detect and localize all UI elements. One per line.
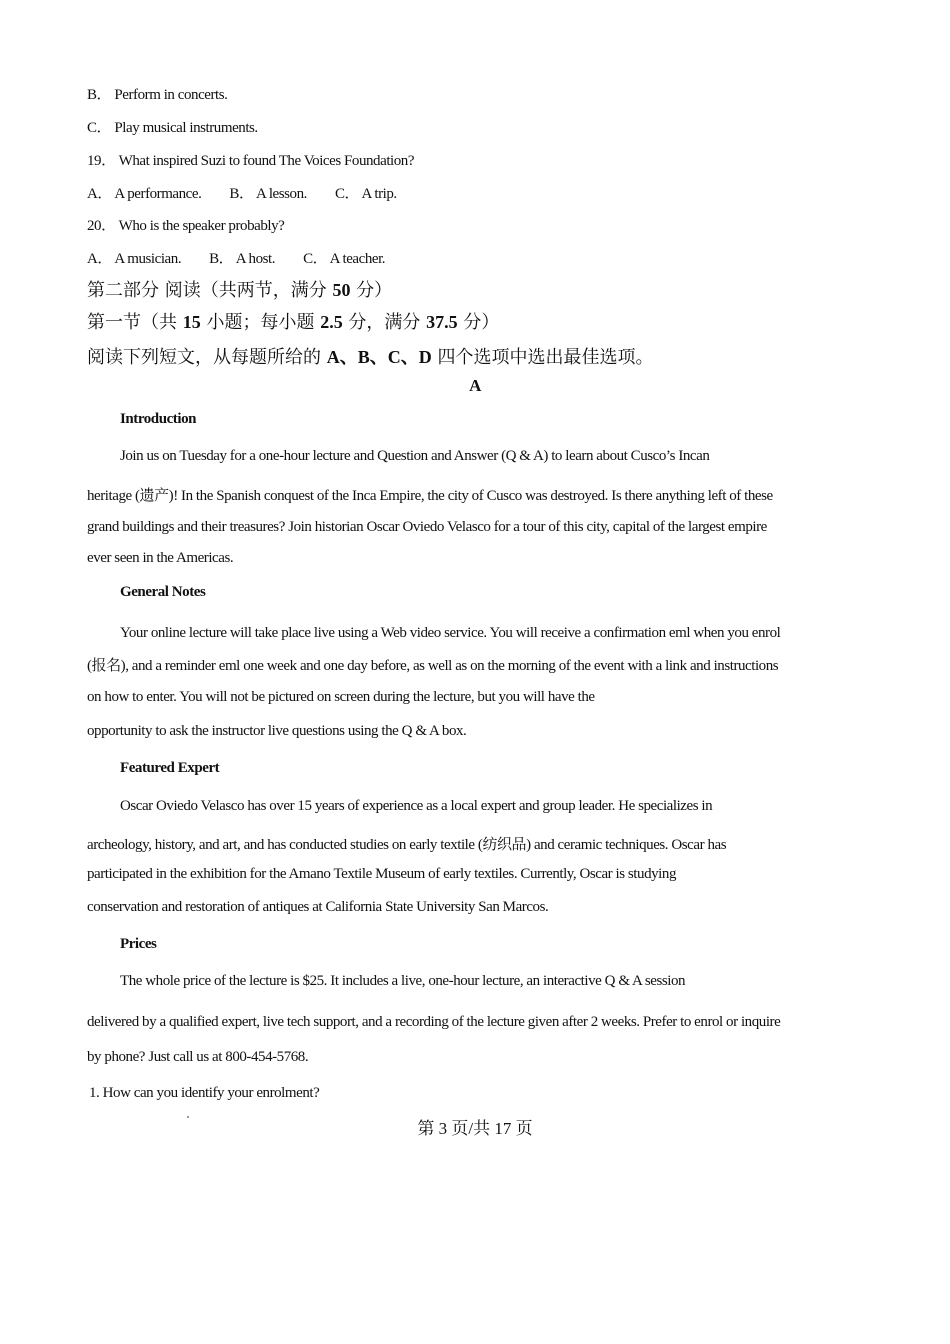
notes-title: General Notes: [120, 584, 206, 600]
prices-title: Prices: [120, 936, 157, 952]
expert-title: Featured Expert: [120, 760, 220, 776]
q20-question: 20． Who is the speaker probably?: [87, 218, 285, 234]
q20-option-b: B． A host.: [209, 251, 276, 267]
q19-option-b: B． A lesson.: [229, 186, 307, 202]
prices-line: The whole price of the lecture is $25. It includes a live, one-hour lecture, an interactive Q & A session: [120, 973, 686, 989]
intro-line: ever seen in the Americas.: [87, 550, 234, 566]
reading-instruction: 阅读下列短文，从每题所给的 A、B、C、D 四个选项中选出最佳选项。: [87, 347, 654, 368]
q18-option-b: B． Perform in concerts.: [87, 87, 228, 103]
question-1: 1. How can you identify your enrolment?: [89, 1085, 320, 1101]
notes-line: (报名), and a reminder eml one week and one day before, as well as on the morning of the event with a link and instructions: [87, 658, 779, 674]
q19-option-c: C． A trip.: [334, 186, 397, 202]
prices-line: by phone? Just call us at 800-454-5768.: [87, 1049, 309, 1065]
q18-option-c: C． Play musical instruments.: [87, 120, 258, 136]
intro-title: Introduction: [120, 411, 197, 427]
intro-line: Join us on Tuesday for a one-hour lecture and Question and Answer (Q & A) to learn about Cusco’s Incan: [120, 448, 710, 464]
passage-label: A: [469, 376, 481, 395]
expert-line: Oscar Oviedo Velasco has over 15 years of experience as a local expert and group leader. He specializes in: [120, 798, 713, 814]
q20-option-c: C． A teacher.: [303, 251, 386, 267]
expert-line: conservation and restoration of antiques at California State University San Marcos.: [87, 899, 549, 915]
prices-line: delivered by a qualified expert, live tech support, and a recording of the lecture given after 2 weeks. Prefer to enrol or inquire: [87, 1014, 781, 1030]
section1-heading: 第一节（共 15 小题；每小题 2.5 分，满分 37.5 分）: [87, 312, 500, 333]
intro-line: grand buildings and their treasures? Join historian Oscar Oviedo Velasco for a tour of this city, capital of the largest empire: [87, 519, 767, 535]
expert-line: participated in the exhibition for the Amano Textile Museum of early textiles. Currently, Oscar is studying: [87, 866, 676, 882]
q20-option-a: A． A musician.: [87, 251, 182, 267]
q20-options: [87, 250, 385, 268]
q19-options: [87, 185, 397, 203]
part2-heading: 第二部分 阅读（共两节，满分 50 分）: [87, 280, 393, 301]
expert-line: archeology, history, and art, and has conducted studies on early textile (纺织品) and ceramic techniques. Oscar has: [87, 837, 727, 853]
intro-line: heritage (遗产)! In the Spanish conquest of the Inca Empire, the city of Cusco was destroyed. Is there anything left of these: [87, 488, 773, 504]
q19-option-a: A． A performance.: [87, 186, 202, 202]
page-footer: 第 3 页/共 17 页: [417, 1119, 533, 1138]
notes-line: on how to enter. You will not be pictured on screen during the lecture, but you will have the: [87, 689, 595, 705]
notes-line: opportunity to ask the instructor live questions using the Q & A box.: [87, 723, 467, 739]
notes-line: Your online lecture will take place live using a Web video service. You will receive a confirmation eml when you enrol: [120, 625, 781, 641]
q19-question: 19． What inspired Suzi to found The Voices Foundation?: [87, 153, 415, 169]
